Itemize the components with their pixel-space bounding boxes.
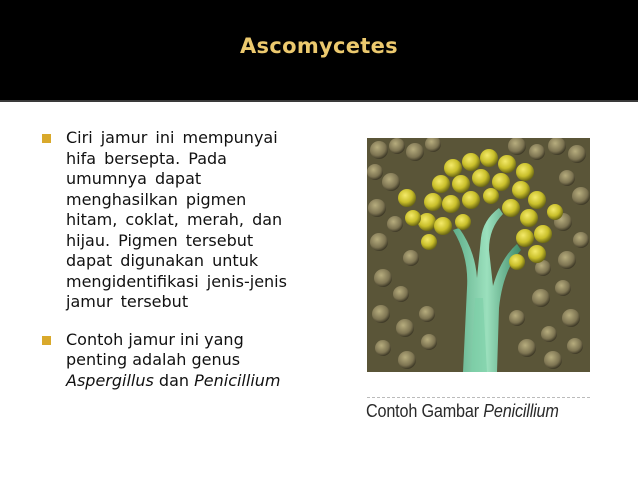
title-bar xyxy=(0,0,638,100)
penicillium-illustration xyxy=(367,138,590,372)
bullet-2-genus-line xyxy=(66,371,322,392)
caption-divider xyxy=(367,397,590,398)
bullet-1-line: hijau. Pigmen tersebut xyxy=(66,230,254,250)
square-bullet-icon xyxy=(42,134,51,143)
genus-aspergillus: Aspergillus xyxy=(66,370,154,390)
bullet-item-2 xyxy=(42,330,322,392)
slide-title: Ascomycetes xyxy=(240,34,398,58)
bullet-2-line: Contoh jamur ini yang xyxy=(66,329,244,349)
image-caption xyxy=(366,401,573,422)
bullet-1-line: dapat digunakan untuk xyxy=(66,251,259,270)
conjunction: dan xyxy=(153,370,195,390)
square-bullet-icon xyxy=(42,336,51,345)
bullet-1-line: mengidentifikasi jenis-jenis xyxy=(66,271,287,291)
caption-prefix: Contoh Gambar xyxy=(366,401,484,421)
bullet-1-line: umumnya dapat xyxy=(66,169,202,188)
bullet-1-line: hifa bersepta. Pada xyxy=(66,148,227,168)
bullet-item-1 xyxy=(42,128,322,313)
caption-genus: Penicillium xyxy=(483,401,559,421)
bullet-1-line: hitam, coklat, merah, dan xyxy=(66,210,283,229)
bullet-1-line: jamur tersebut xyxy=(66,292,189,311)
genus-penicillium: Penicillium xyxy=(194,370,281,390)
bullet-list xyxy=(42,128,322,408)
bullet-1-line: Ciri jamur ini mempunyai xyxy=(66,128,278,147)
bullet-1-line: menghasilkan pigmen xyxy=(66,189,247,209)
bullet-2-line: penting adalah genus xyxy=(66,350,241,369)
penicillium-micrograph-image xyxy=(367,138,590,372)
content-area xyxy=(0,102,638,479)
